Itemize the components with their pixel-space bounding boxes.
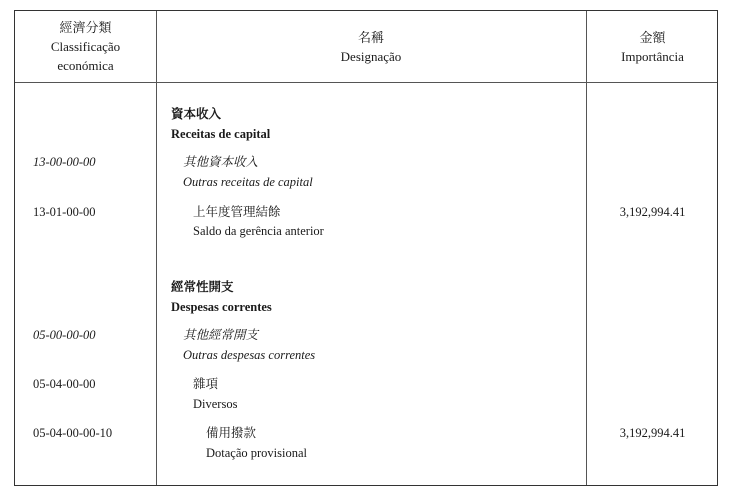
header-designation-pt: Designação — [340, 48, 402, 64]
row-designation-pt: Saldo da gerência anterior — [193, 224, 324, 238]
budget-table — [14, 10, 718, 486]
row-amount: 3,192,994.41 — [619, 426, 686, 440]
row-designation-zh: 備用撥款 — [206, 426, 257, 440]
section-title-zh: 資本收入 — [171, 107, 222, 121]
row-code: 05-00-00-00 — [33, 328, 96, 342]
row-code: 05-04-00-00 — [33, 377, 96, 391]
row-code: 13-01-00-00 — [33, 205, 96, 219]
header-classification — [15, 11, 156, 82]
row-designation-pt: Outras receitas de capital — [183, 175, 313, 189]
header-designation-zh: 名稱 — [357, 29, 384, 45]
header-amount — [586, 11, 719, 82]
row-designation-pt: Outras despesas correntes — [183, 348, 316, 362]
row-designation-zh: 雜項 — [193, 377, 219, 391]
row-designation-zh: 其他資本收入 — [183, 155, 259, 169]
header-divider — [15, 82, 717, 83]
section-title-pt: Receitas de capital — [171, 127, 271, 141]
header-classification-zh: 經濟分類 — [59, 20, 112, 35]
row-designation-pt: Diversos — [193, 397, 238, 411]
header-designation — [156, 11, 586, 82]
row-amount: 3,192,994.41 — [619, 205, 686, 219]
header-amount-pt: Importância — [621, 48, 684, 64]
section-title-pt: Despesas correntes — [171, 300, 272, 314]
header-classification-pt-2: económica — [57, 58, 114, 73]
row-code: 05-04-00-00-10 — [33, 426, 113, 440]
section-title-zh: 經常性開支 — [171, 280, 234, 294]
row-designation-zh: 其他經常開支 — [183, 328, 259, 342]
header-classification-pt: Classificação — [50, 39, 121, 54]
row-code: 13-00-00-00 — [33, 155, 96, 169]
row-designation-zh: 上年度管理結餘 — [193, 205, 281, 219]
header-amount-zh: 金額 — [639, 29, 666, 45]
row-designation-pt: Dotação provisional — [206, 446, 308, 460]
